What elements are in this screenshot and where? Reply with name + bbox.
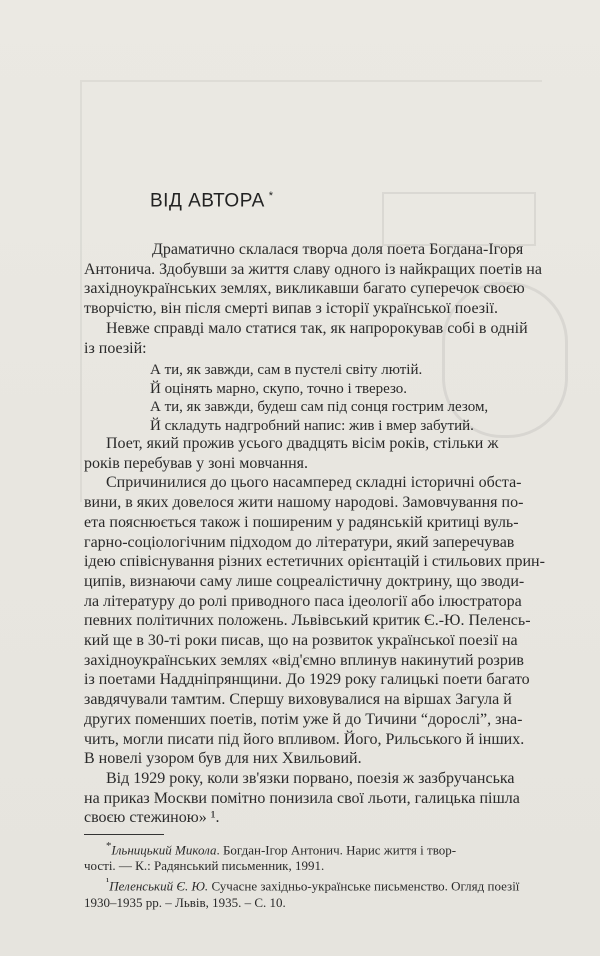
poem-line: А ти, як завжди, будеш сам під сонця гострим лезом, [150, 399, 489, 415]
heading-footnote-mark: * [268, 190, 274, 202]
text-line: гарно-соціологічним підходом до літератури, який заперечував [84, 533, 515, 551]
text-line: ципів, визнаючи саму лише соцреалістичну доктрину, що зводи- [84, 572, 525, 590]
text-line: із поезій: [84, 339, 147, 357]
footnote-2-line [84, 874, 570, 894]
text-line: других поменших поетів, потім уже й до Тичини “дорослі”, зна- [84, 710, 523, 728]
poem-line: Й складуть надгробний напис: жив і вмер забутий. [150, 417, 474, 434]
text-line: певних політичних положень. Львівський критик Є.-Ю. Пеленсь- [84, 612, 531, 630]
footnote-1-line: чості. — К.: Радянський письменник, 1991. [84, 858, 325, 874]
footnote-1-author: Ільницький Микола [111, 842, 217, 858]
text-line: західноукраїнських землях «від'ємно вплинув накинутий розрив [84, 651, 524, 669]
text-line: творчістю, він після смерті випав з історії української поезії. [84, 300, 498, 318]
footnote-1-text: . Богдан-Ігор Антонич. Нарис життя і твор- [216, 842, 457, 858]
text-line: років перебував у зоні мовчання. [84, 454, 309, 472]
text-line: Поет, який прожив усього двадцять вісім років, стільки ж [106, 435, 499, 452]
footnote-1-mark: * [106, 840, 112, 852]
text-line: на приказ Москви помітно понизила свої льоти, галицька пішла [84, 789, 520, 807]
poem-line: А ти, як завжди, сам в пустелі світу лютій. [150, 362, 423, 378]
text-line: чить, могли писати під його впливом. Його, Рильського й інших. [84, 730, 525, 748]
footnote-2-text: Сучасне західньо-українське письменство. Огляд поезії [208, 878, 520, 894]
text-line: ідею співіснування різних естетичних орієнтацій і стильових прин- [84, 553, 545, 571]
text-line: Драматично склалася творча доля поета Богдана-Ігоря [152, 241, 524, 258]
footnote-2-author: Пеленський Є. Ю. [109, 878, 209, 894]
text-line: ета пояснюється також і поширеним у радянській критиці вуль- [84, 513, 519, 531]
text-line: вини, в яких довелося жити нашому народові. Замовчування по- [84, 494, 524, 512]
footnotes [84, 838, 570, 911]
text-line: Невже справді мало статися так, як напророкував собі в одній [106, 319, 528, 337]
page-heading [150, 190, 274, 212]
show-through-title-box [382, 192, 536, 246]
text-line: Від 1929 року, коли зв'язки порвано, поезія ж зазбручанська [106, 769, 515, 787]
text-line: В новелі узором був для них Хвильовий. [84, 750, 362, 768]
text-line: кий ще в 30-ті роки писав, що на розвиток української поезії на [84, 632, 518, 650]
text-line: своєю стежиною» ¹. [84, 809, 220, 827]
main-text [84, 240, 570, 358]
heading-title: ВІД АВТОРА [150, 190, 265, 212]
text-line: західноукраїнських землях, викликавши багато суперечок своєю [84, 280, 525, 298]
footnote-2-mark: ¹ [106, 876, 110, 889]
text-line: Антонича. Здобувши за життя славу одного із найкращих поетів на [84, 260, 542, 278]
footnote-2-line: 1930–1935 рр. – Львів, 1935. – С. 10. [84, 894, 286, 910]
text-line: із поетами Наддніпрянщини. До 1929 року галицькі поети багато [84, 671, 530, 689]
footnote-1-line [84, 838, 570, 858]
text-line: Спричинилися до цього насамперед складні історичні обста- [106, 474, 522, 492]
main-text-continued [84, 434, 570, 828]
text-line: ла літературу до ролі приводного паса ідеології або ілюстратора [84, 592, 522, 610]
poem-line: Й оцінять марно, скупо, точно і тверезо. [150, 380, 408, 397]
footnote-divider [84, 834, 164, 835]
text-line: завдячували тамтим. Спершу виховувалися на віршах Загула й [84, 691, 512, 709]
poem-quote [150, 361, 488, 435]
